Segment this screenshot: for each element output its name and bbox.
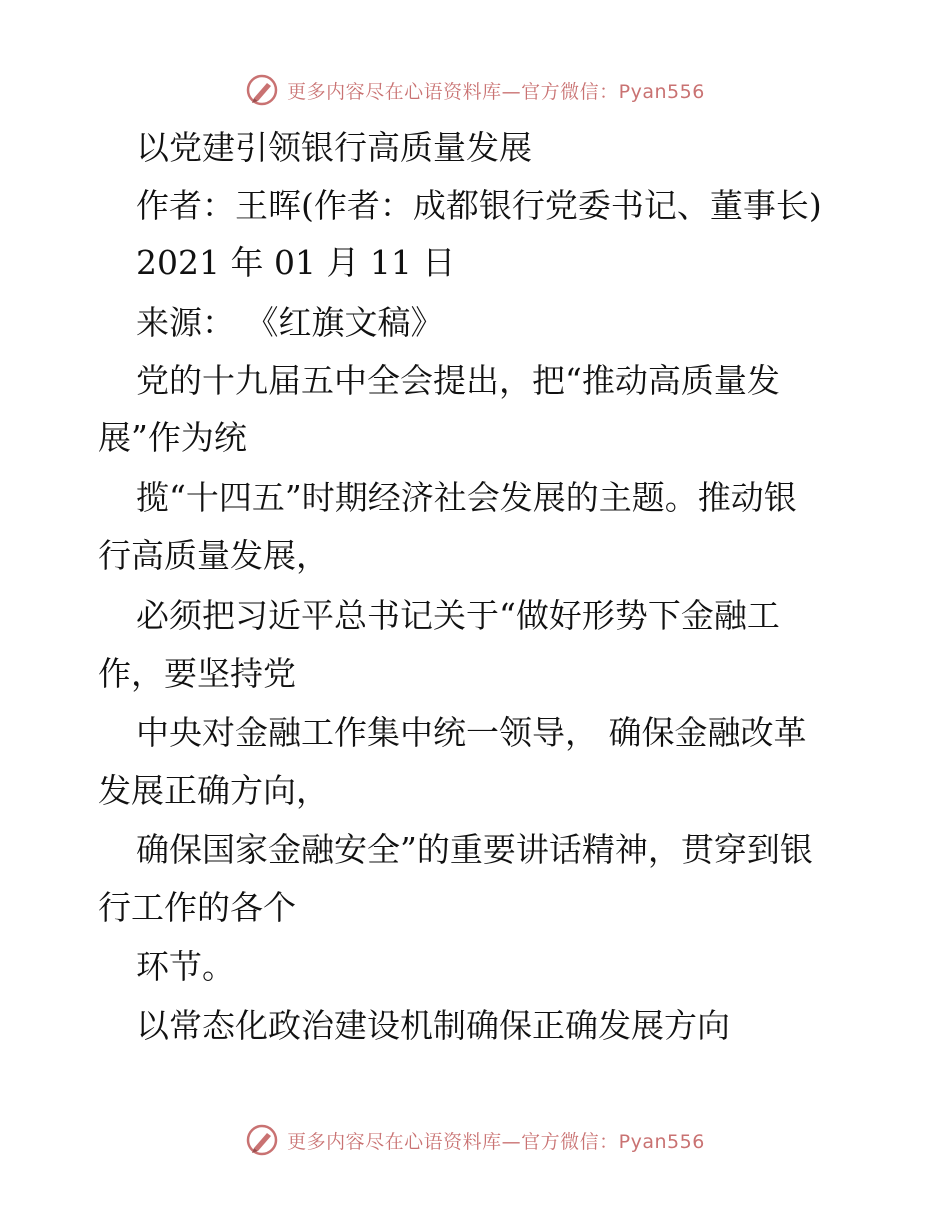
footer-watermark xyxy=(0,1120,950,1160)
header-watermark xyxy=(0,70,950,110)
section-heading: 以常态化政治建设机制确保正确发展方向 xyxy=(136,1006,730,1045)
date-line: 2021 年 01 月 11 日 xyxy=(136,243,456,282)
paragraph-line: 作，要坚持党 xyxy=(98,654,296,693)
watermark-text: 更多内容尽在心语资料库—官方微信：Pyan556 xyxy=(287,80,705,103)
paragraph-line: 发展正确方向， xyxy=(98,771,329,810)
document-title: 以党建引领银行高质量发展 xyxy=(136,128,532,167)
paragraph-line: 展”作为统 xyxy=(98,418,247,457)
watermark-text: 更多内容尽在心语资料库—官方微信：Pyan556 xyxy=(287,1130,705,1153)
paragraph-line: 中央对金融工作集中统一领导， 确保金融改革 xyxy=(136,713,807,752)
author-line: 作者：王晖(作者：成都银行党委书记、董事长) xyxy=(136,186,822,225)
pen-seal-logo-icon xyxy=(245,73,279,107)
paragraph-line: 党的十九届五中全会提出，把“推动高质量发 xyxy=(136,361,780,400)
paragraph-line: 行高质量发展， xyxy=(98,536,329,575)
paragraph-line: 揽“十四五”时期经济社会发展的主题。推动银 xyxy=(136,478,797,517)
pen-seal-logo-icon xyxy=(245,1123,279,1157)
paragraph-line: 行工作的各个 xyxy=(98,888,296,927)
paragraph-line: 确保国家金融安全”的重要讲话精神，贯穿到银 xyxy=(136,830,813,869)
paragraph-line: 必须把习近平总书记关于“做好形势下金融工 xyxy=(136,596,780,635)
paragraph-line: 环节。 xyxy=(136,947,235,986)
source-line: 来源： 《红旗文稿》 xyxy=(136,303,444,342)
